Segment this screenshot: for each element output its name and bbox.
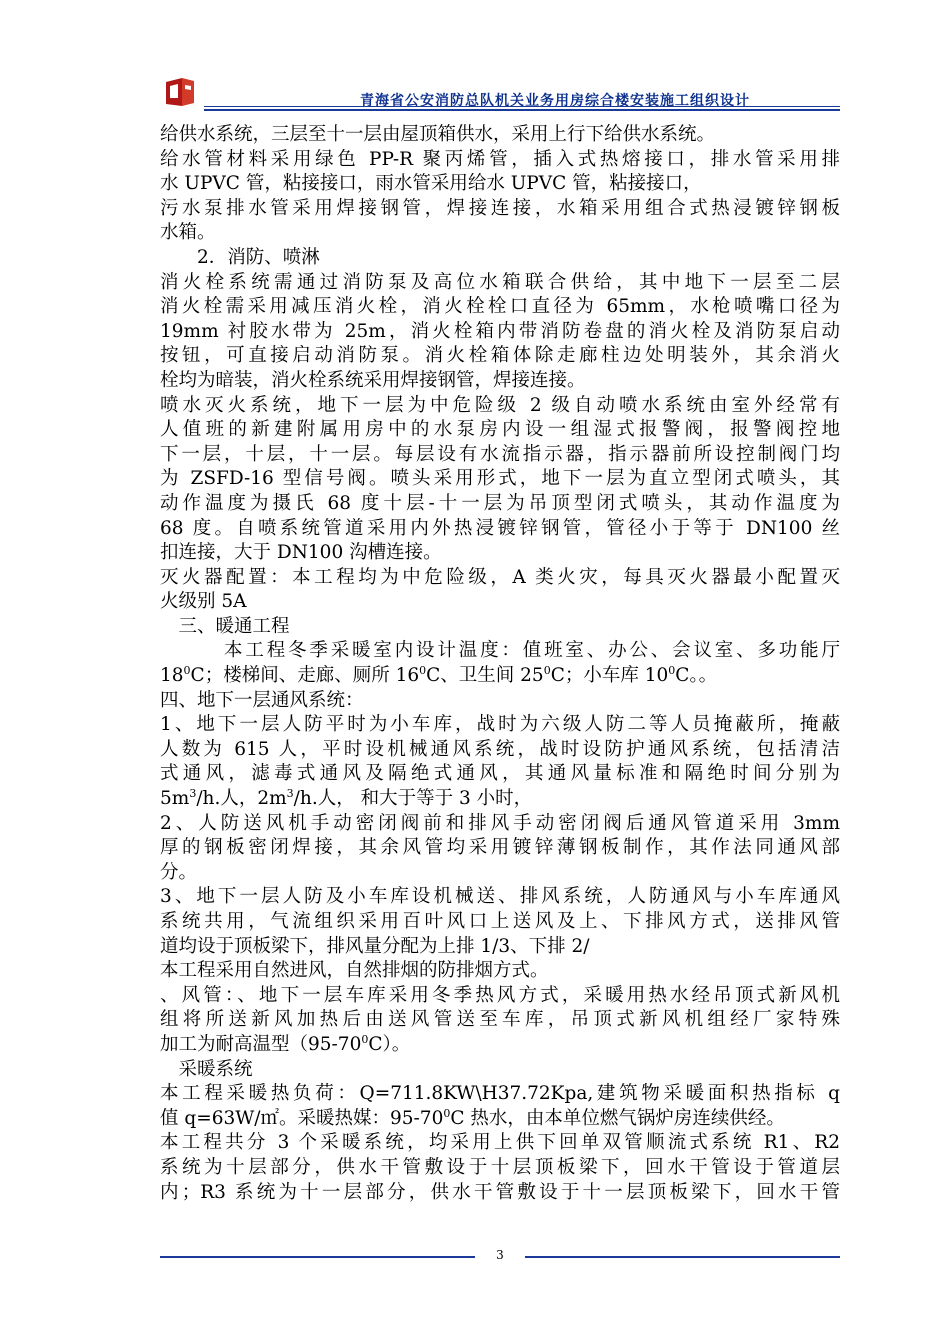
text-line: 为 ZSFD-16 型信号阀。喷头采用形式，地下一层为直立型闭式喷头，其 [160, 468, 840, 490]
text-run: 值 q=63W/㎡。采暖热媒：95-70 [160, 1107, 444, 1129]
text-line: 3、地下一层人防及小车库设机械送、排风系统，人防通风与小车库通风 [160, 886, 840, 908]
text-line: 水箱。 [160, 222, 216, 244]
text-run: 加工为耐高温型（95-70 [160, 1033, 362, 1055]
text-line: 内；R3 系统为十一层部分，供水干管敷设于十一层顶板梁下，回水干管 [160, 1181, 840, 1203]
text-line: 人值班的新建附属用房中的水泵房内设一组湿式报警阀，报警阀控地 [160, 419, 840, 441]
superscript: 0 [183, 664, 191, 677]
text-line: 消火栓系统需通过消防泵及高位水箱联合供给，其中地下一层至二层 [160, 271, 840, 293]
text-line [160, 1107, 840, 1132]
text-line: 2、人防送风机手动密闭阀前和排风手动密闭阀后通风管道采用 3mm [160, 812, 840, 834]
superscript: 0 [419, 664, 427, 677]
text-line: 本工程采暖热负荷：Q=711.8KW\H37.72Kpa,建筑物采暖面积热指标 q [160, 1083, 840, 1105]
superscript: 3 [286, 787, 294, 800]
text-line: 灭火器配置：本工程均为中危险级，A 类火灾，每具灭火器最小配置灭 [160, 566, 840, 588]
text-line: 水 UPVC 管，粘接接口，雨水管采用给水 UPVC 管，粘接接口， [160, 173, 702, 195]
text-line: 喷水灭火系统，地下一层为中危险级 2 级自动喷水系统由室外经常有 [160, 394, 840, 416]
text-line: 、风管：、地下一层车库采用冬季热风方式，采暖用热水经吊顶式新风机 [160, 984, 840, 1006]
text-line: 人数为 615 人，平时设机械通风系统，战时设防护通风系统，包括清洁 [160, 738, 840, 760]
text-line: 19mm 衬胶水带为 25m，消火栓箱内带消防卷盘的消火栓及消防泵启动 [160, 320, 840, 342]
text-run: C 热水，由本单位燃气锅炉房连续供经。 [450, 1107, 785, 1129]
text-run: /h.人，2m [196, 788, 287, 810]
company-logo-icon [160, 76, 200, 108]
superscript: 0 [361, 1032, 369, 1046]
footer-rule [525, 1256, 840, 1258]
text-line: 扣连接，大于 DN100 沟槽连接。 [160, 542, 442, 564]
superscript: 0 [443, 1106, 451, 1120]
text-line [160, 1033, 840, 1058]
text-run: C；楼梯间、走廊、厕所 16 [190, 665, 420, 687]
text-line: 消火栓需采用减压消火栓，消火栓栓口直径为 65mm，水枪喷嘴口径为 [160, 296, 840, 318]
text-line [160, 787, 840, 812]
section-heading: 2．消防、喷淋 [160, 246, 320, 268]
text-line: 下一层，十层，十一层。每层设有水流指示器，指示器前所设控制阀门均 [160, 443, 840, 465]
page-number: 3 [496, 1248, 504, 1262]
text-line: 1、地下一层人防平时为小车库，战时为六级人防二等人员掩蔽所，掩蔽 [160, 714, 840, 736]
text-run: C。。 [675, 665, 718, 687]
header-rule [204, 106, 840, 107]
text-line: 栓均为暗装，消火栓系统采用焊接钢管，焊接连接。 [160, 369, 586, 391]
text-run: /h.人， 和大于等于 3 小时， [293, 788, 533, 810]
text-line: 厚的钢板密闭焊接，其余风管均采用镀锌薄钢板制作，其作法同通风部 [160, 837, 840, 859]
text-line: 系统为十层部分，供水干管敷设于十层顶板梁下，回水干管设于管道层 [160, 1156, 840, 1178]
superscript: 0 [668, 664, 676, 677]
text-line: 动作温度为摄氏 68 度十层-十一层为吊顶型闭式喷头，其动作温度为 [160, 492, 840, 514]
superscript: 0 [543, 664, 551, 677]
section-heading: 四、地下一层通风系统： [160, 689, 364, 711]
text-run: 18 [160, 665, 184, 687]
page-footer [160, 1240, 840, 1270]
header-title: 青海省公安消防总队机关业务用房综合楼安装施工组织设计 [360, 93, 750, 109]
text-line: 给水管材料采用绿色 PP-R 聚丙烯管，插入式热熔接口，排水管采用排 [160, 148, 840, 170]
document-body [160, 123, 840, 1205]
text-run: C；小车库 10 [550, 665, 669, 687]
text-line: 68 度。自喷系统管道采用内外热浸镀锌钢管，管径小于等于 DN100 丝 [160, 517, 840, 539]
text-line: 分。 [160, 861, 198, 883]
text-line: 本工程共分 3 个采暖系统，均采用上供下回单双管顺流式系统 R1、R2 [160, 1132, 840, 1154]
text-line: 式通风，滤毒式通风及隔绝式通风，其通风量标准和隔绝时间分别为 [160, 763, 840, 785]
text-line [160, 664, 840, 689]
text-line: 给供水系统，三层至十一层由屋顶箱供水，采用上行下给供水系统。 [160, 124, 716, 145]
text-line: 污水泵排水管采用焊接钢管，焊接连接，水箱采用组合式热浸镀锌钢板 [160, 197, 840, 219]
text-run: C）。 [368, 1033, 411, 1055]
text-line: 本工程冬季采暖室内设计温度：值班室、办公、会议室、多功能厅 [160, 640, 840, 662]
text-line: 道均设于顶板梁下，排风量分配为上排 1/3、下排 2/ [160, 935, 590, 957]
text-line: 组将所送新风加热后由送风管送至车库，吊顶式新风机组经厂家特殊 [160, 1009, 840, 1031]
page-header [160, 72, 840, 112]
text-line: 火级别 5A [160, 591, 247, 613]
text-line: 本工程采用自然进风，自然排烟的防排烟方式。 [160, 960, 549, 982]
header-rule-thick [204, 109, 840, 111]
section-heading: 三、暖通工程 [160, 615, 290, 637]
text-run: 5m [160, 788, 190, 810]
text-run: C、卫生间 25 [426, 665, 544, 687]
superscript: 3 [189, 787, 197, 800]
text-line: 按钮，可直接启动消防泵。消火栓箱体除走廊柱边处明装外，其余消火 [160, 345, 840, 367]
section-heading: 采暖系统 [160, 1058, 253, 1080]
text-line: 系统共用，气流组织采用百叶风口上送风及上、下排风方式，送排风管 [160, 911, 840, 932]
